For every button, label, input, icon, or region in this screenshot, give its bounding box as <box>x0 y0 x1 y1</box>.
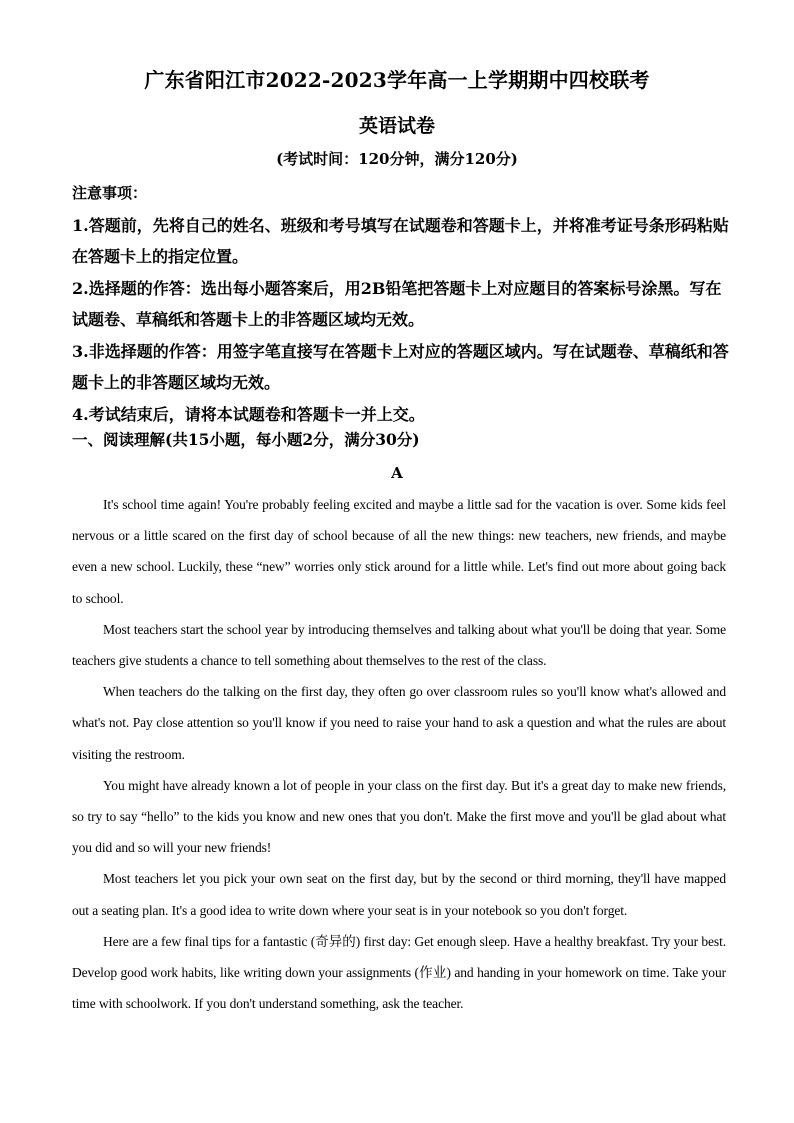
passage-paragraph-3: When teachers do the talking on the first day, they often go over classroom rules so you'll know what's allowed and what's not. Pay close attention so you'll know if you need to raise your hand to ask a question and what the rules are about visiting the restroom. <box>72 684 726 762</box>
reading-passage <box>72 489 726 1019</box>
passage-label: A <box>391 464 403 482</box>
notes-heading: 注意事项： <box>72 184 148 202</box>
notes-section <box>72 178 732 430</box>
exam-info: (考试时间：120分钟，满分120分) <box>276 150 518 168</box>
exam-title: 广东省阳江市2022-2023学年高一上学期期中四校联考 <box>144 68 650 92</box>
passage-paragraph-5: Most teachers let you pick your own seat on the first day, but by the second or third morning, they'll have mapped out a seating plan. It's a good idea to write down where your seat is in your notebook so you don't forget. <box>72 871 726 918</box>
note-item-4: 4.考试结束后，请将本试题卷和答题卡一并上交。 <box>72 404 425 424</box>
note-item-1: 1.答题前，先将自己的姓名、班级和考号填写在试题卷和答题卡上，并将准考证号条形码粘贴在答题卡上的指定位置。 <box>72 215 729 266</box>
exam-subject: 英语试卷 <box>358 115 435 137</box>
passage-paragraph-2: Most teachers start the school year by introducing themselves and talking about what you'll be doing that year. Some teachers give students a chance to tell something about themselves to the rest of the class. <box>72 621 726 669</box>
passage-paragraph-6: Here are a few final tips for a fantastic (奇异的) first day: Get enough sleep. Have a healthy breakfast. Try your best. Develop good work habits, like writing down your assignments (作业) and handing in your homework on time. Take your time with schoolwork. If you don't understand something, ask the teacher. <box>72 933 726 1012</box>
section-heading: 一、阅读理解(共15小题，每小题2分，满分30分) <box>72 430 420 449</box>
passage-paragraph-1: It's school time again! You're probably feeling excited and maybe a little sad for the vacation is over. Some kids feel nervous or a little scared on the first day of school because of all the new things: new teachers, new friends, and maybe even a new school. Luckily, these “new” worries only stick around for a little while. Let's find out more about going back to school. <box>72 497 726 606</box>
passage-paragraph-4: You might have already known a lot of people in your class on the first day. But it's a great day to make new friends, so try to say “hello” to the kids you know and new ones that you don't. Make the first move and you'll be glad about what you did and so will your new friends! <box>72 777 726 856</box>
note-item-2: 2.选择题的作答：选出每小题答案后，用2B铅笔把答题卡上对应题目的答案标号涂黑。写在试题卷、草稿纸和答题卡上的非答题区域均无效。 <box>72 278 722 329</box>
note-item-3: 3.非选择题的作答：用签字笔直接写在答题卡上对应的答题区域内。写在试题卷、草稿纸和答题卡上的非答题区域均无效。 <box>72 341 729 392</box>
